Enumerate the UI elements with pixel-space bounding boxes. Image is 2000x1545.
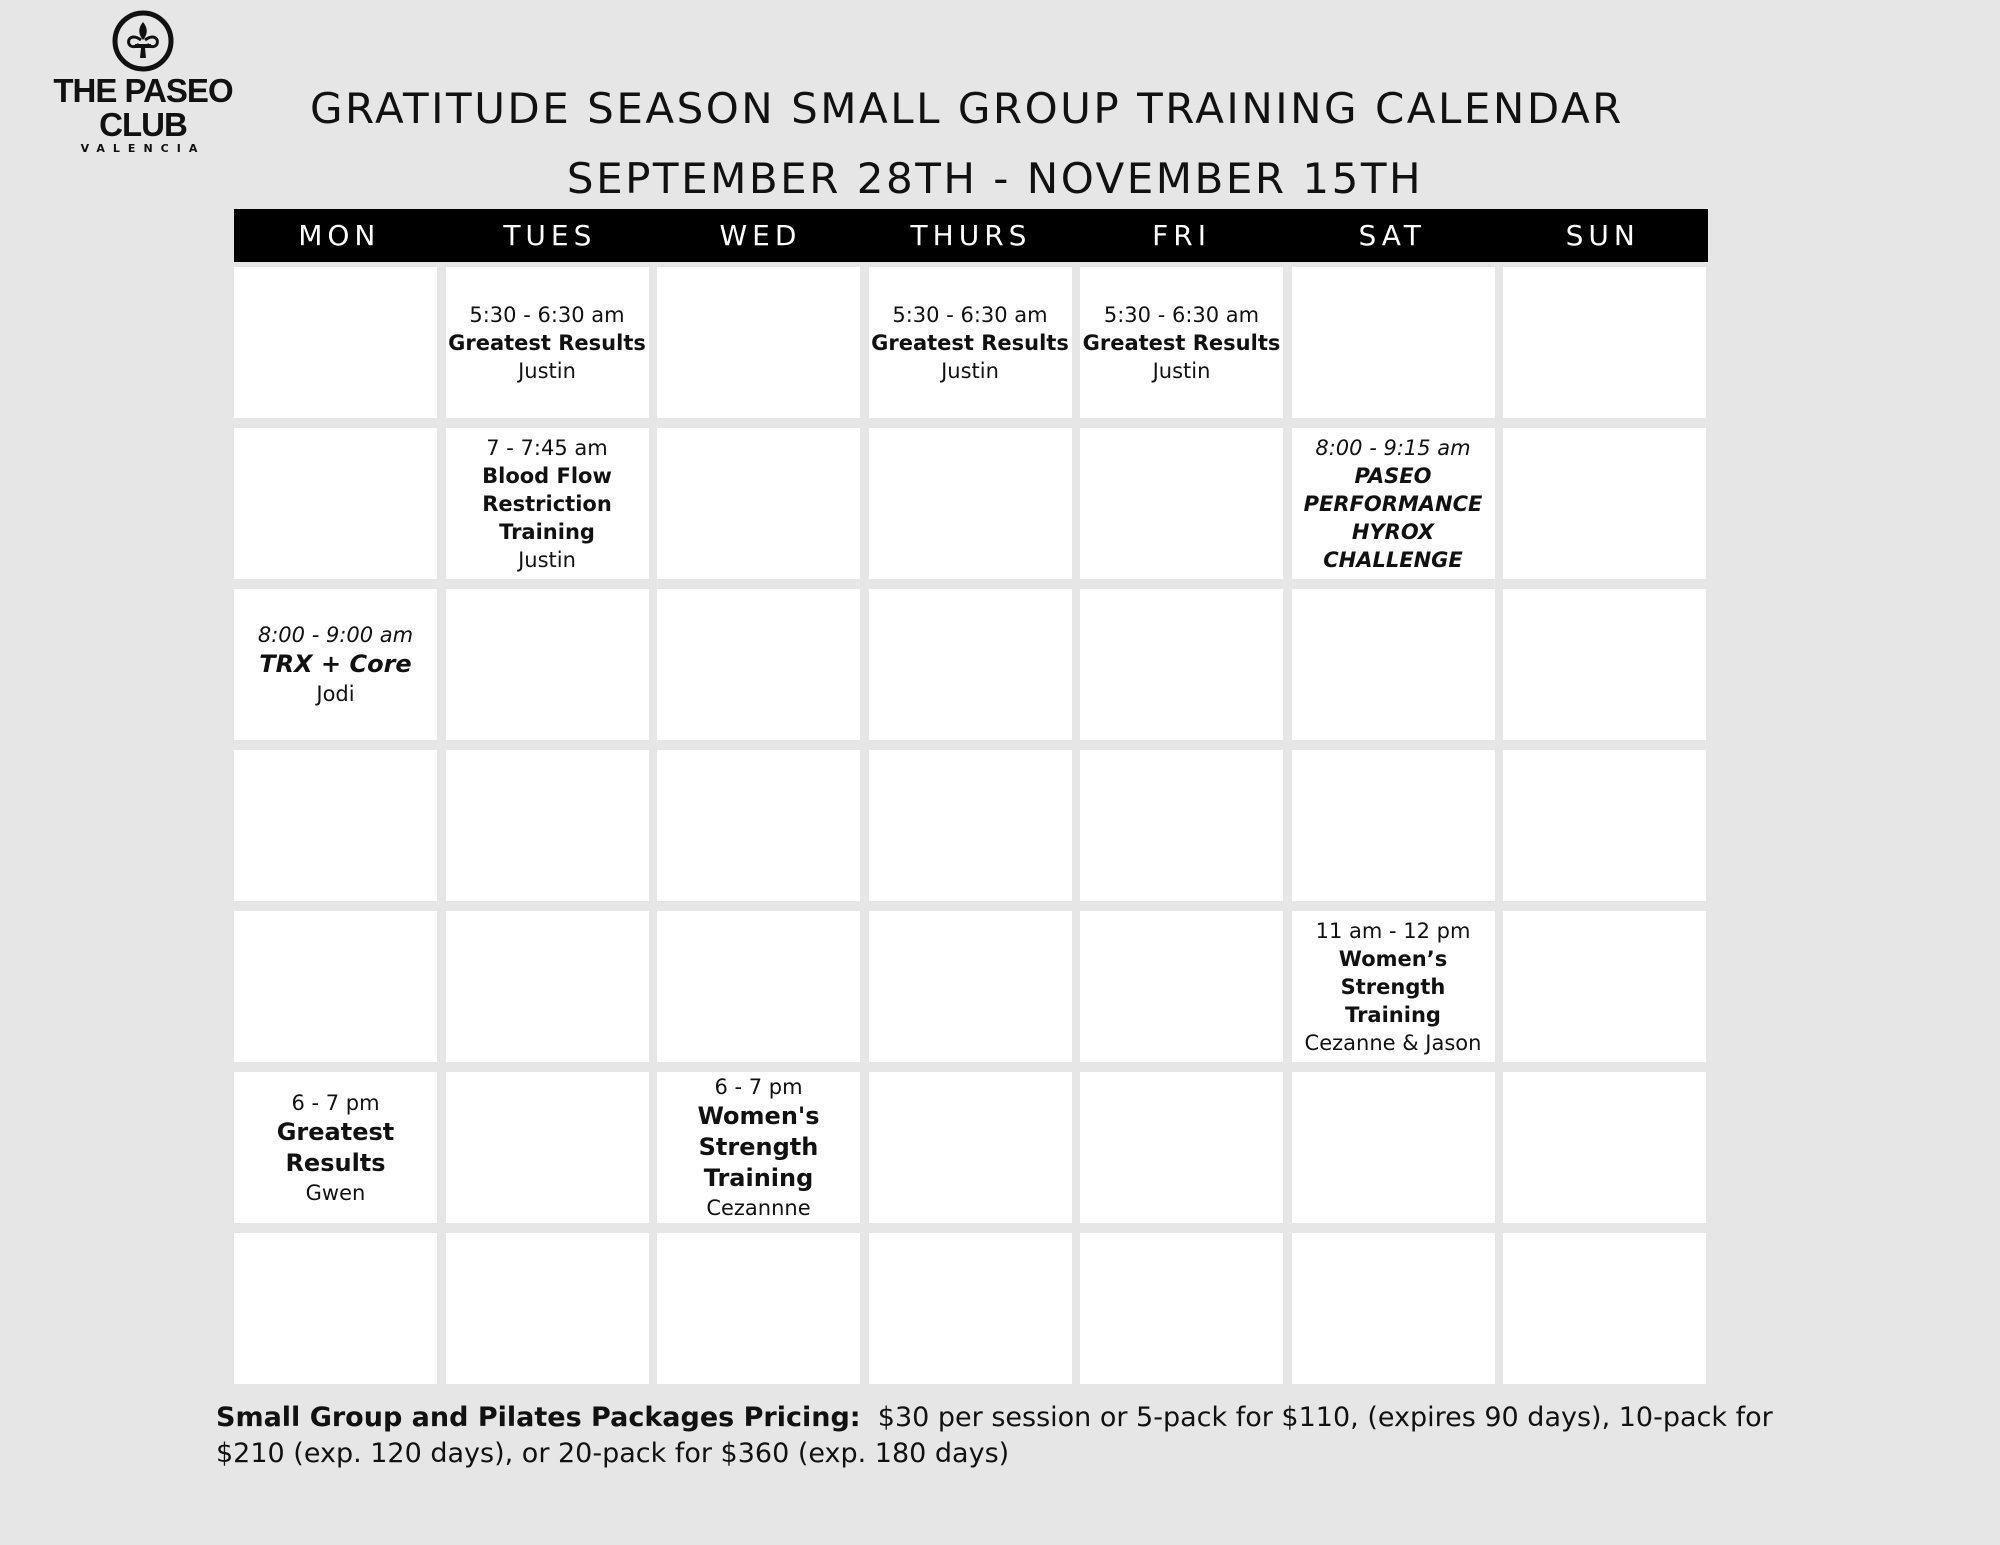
calendar-cell bbox=[1292, 750, 1495, 901]
calendar-cell bbox=[1503, 428, 1706, 579]
pricing-label: Small Group and Pilates Packages Pricing: bbox=[216, 1402, 861, 1433]
session-time: 8:00 - 9:15 am bbox=[1315, 435, 1471, 460]
calendar-cell bbox=[1080, 1233, 1283, 1384]
calendar-cell bbox=[1080, 911, 1283, 1062]
calendar-cell bbox=[657, 911, 860, 1062]
calendar-cell bbox=[869, 267, 1072, 418]
calendar-cell bbox=[869, 1072, 1072, 1223]
calendar-cell bbox=[1080, 428, 1283, 579]
day-header-fri: FRI bbox=[1152, 219, 1211, 252]
session-time: 11 am - 12 pm bbox=[1315, 918, 1471, 943]
session-instructor: Justin bbox=[941, 358, 999, 383]
session-time: 5:30 - 6:30 am bbox=[1103, 302, 1260, 327]
calendar-cell bbox=[234, 750, 437, 901]
calendar-cell bbox=[869, 750, 1072, 901]
session-class: PASEO PERFORMANCE HYROX CHALLENGE bbox=[1303, 463, 1483, 572]
calendar-cell bbox=[1503, 267, 1706, 418]
calendar-cell bbox=[234, 1072, 437, 1223]
session-instructor: Cezannne bbox=[706, 1196, 811, 1220]
session-time: 6 - 7 pm bbox=[291, 1090, 380, 1115]
session-instructor: Justin bbox=[1152, 358, 1211, 383]
session-instructor: Gwen bbox=[305, 1180, 366, 1205]
pricing-note bbox=[216, 1400, 1776, 1472]
session-instructor: Justin bbox=[518, 547, 576, 572]
calendar-header bbox=[234, 209, 1708, 262]
calendar-cell bbox=[234, 428, 437, 579]
session-class: Greatest Results bbox=[448, 330, 646, 355]
logo-name: THE PASEO CLUB bbox=[53, 72, 233, 143]
calendar-cell bbox=[1080, 1072, 1283, 1223]
session-time: 6 - 7 pm bbox=[714, 1075, 803, 1099]
session-time: 7 - 7:45 am bbox=[486, 435, 608, 460]
calendar-cell bbox=[1503, 589, 1706, 740]
calendar-cell bbox=[1503, 1233, 1706, 1384]
calendar-cell bbox=[1292, 1072, 1495, 1223]
calendar-cell bbox=[1292, 267, 1495, 418]
calendar-cell bbox=[1503, 750, 1706, 901]
session-class: Greatest Results bbox=[1082, 330, 1281, 355]
day-header-wed: WED bbox=[719, 219, 802, 252]
day-header-mon: MON bbox=[298, 219, 381, 252]
calendar-cell bbox=[1292, 428, 1495, 579]
calendar-cell bbox=[1503, 1072, 1706, 1223]
calendar-cell bbox=[234, 267, 437, 418]
calendar-cell bbox=[869, 428, 1072, 579]
session-time: 8:00 - 9:00 am bbox=[257, 623, 414, 647]
logo-location: VALENCIA bbox=[80, 142, 206, 155]
club-logo bbox=[8, 10, 278, 155]
session-instructor: Cezanne & Jason bbox=[1304, 1030, 1482, 1055]
calendar-cell bbox=[1080, 589, 1283, 740]
pricing-text: $30 per session or 5-pack for $110, (expires 90 days), 10-pack for $210 (exp. 120 days), or 20-pack for $360 (exp. 180 days) bbox=[216, 1402, 1773, 1469]
calendar-cell bbox=[1292, 589, 1495, 740]
day-header-thurs: THURS bbox=[910, 219, 1032, 252]
calendar-cell bbox=[446, 589, 649, 740]
calendar-cell bbox=[657, 1233, 860, 1384]
calendar-cell bbox=[869, 1233, 1072, 1384]
calendar-cell bbox=[657, 589, 860, 740]
calendar-cell bbox=[234, 1233, 437, 1384]
training-calendar bbox=[234, 209, 1708, 1384]
session-time: 5:30 - 6:30 am bbox=[469, 302, 625, 327]
calendar-cell bbox=[1080, 750, 1283, 901]
session-class: Greatest Results bbox=[871, 330, 1069, 355]
day-header-tues: TUES bbox=[503, 219, 597, 252]
calendar-cell bbox=[234, 911, 437, 1062]
calendar-cell bbox=[446, 428, 649, 579]
calendar-grid bbox=[234, 267, 1708, 1384]
calendar-cell bbox=[1292, 1233, 1495, 1384]
calendar-cell bbox=[446, 1072, 649, 1223]
calendar-cell bbox=[657, 267, 860, 418]
calendar-cell bbox=[869, 911, 1072, 1062]
session-class: Blood Flow Restriction Training bbox=[482, 463, 612, 544]
calendar-cell bbox=[657, 428, 860, 579]
calendar-cell bbox=[1503, 911, 1706, 1062]
calendar-cell bbox=[869, 589, 1072, 740]
session-instructor: Justin bbox=[518, 358, 576, 383]
calendar-cell bbox=[446, 911, 649, 1062]
session-class: TRX + Core bbox=[259, 650, 412, 678]
session-instructor: Jodi bbox=[316, 682, 355, 706]
page-title: GRATITUDE SEASON SMALL GROUP TRAINING CALENDAR bbox=[310, 84, 1624, 133]
day-header-sat: SAT bbox=[1358, 219, 1426, 252]
calendar-cell bbox=[446, 1233, 649, 1384]
calendar-cell bbox=[1292, 911, 1495, 1062]
calendar-cell bbox=[446, 267, 649, 418]
calendar-cell bbox=[657, 750, 860, 901]
session-class: Women's Strength Training bbox=[697, 1102, 820, 1192]
session-class: Women’s Strength Training bbox=[1338, 946, 1448, 1027]
fleur-de-lis-icon bbox=[111, 10, 175, 72]
session-time: 5:30 - 6:30 am bbox=[892, 302, 1048, 327]
calendar-cell bbox=[657, 1072, 860, 1223]
session-class: Greatest Results bbox=[276, 1117, 395, 1177]
calendar-cell bbox=[446, 750, 649, 901]
calendar-cell bbox=[1080, 267, 1283, 418]
day-header-sun: SUN bbox=[1565, 219, 1640, 252]
date-range-title: SEPTEMBER 28TH - NOVEMBER 15TH bbox=[566, 154, 1424, 203]
calendar-cell bbox=[234, 589, 437, 740]
